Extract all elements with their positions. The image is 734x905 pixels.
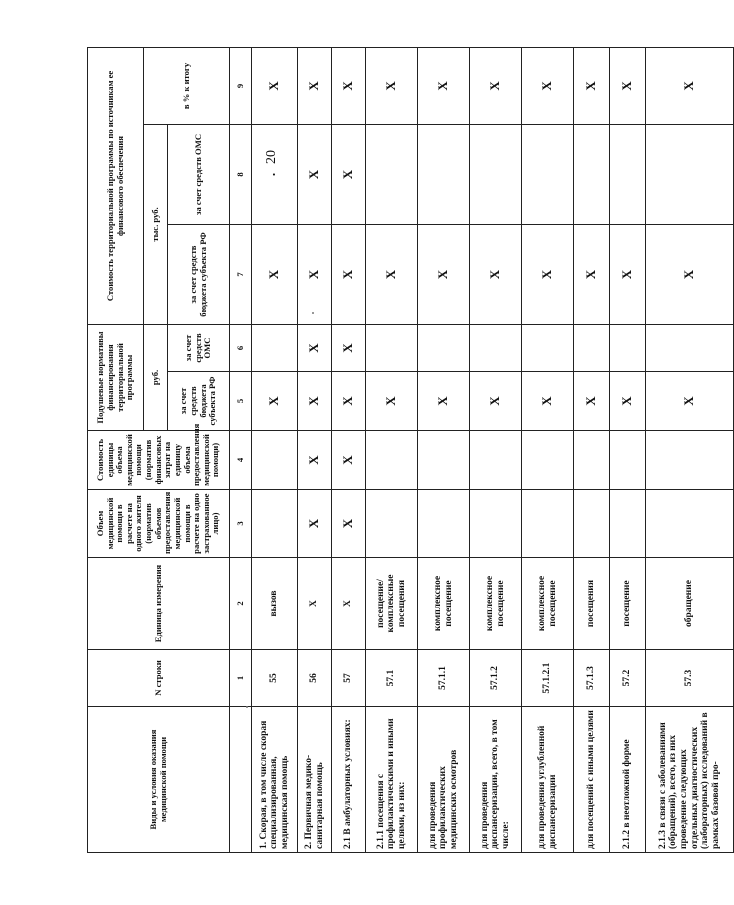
row-percent: X: [646, 47, 734, 124]
header-cost-budget: за счет средств бюджета субъекта РФ: [168, 224, 230, 324]
header-per-capita-oms: за счет средств ОМС: [168, 324, 230, 371]
row-cost-unit: [470, 431, 522, 490]
row-cost-budget: X: [610, 224, 646, 324]
row-per-capita-oms: [522, 324, 574, 371]
row-cost-budget: X: [646, 224, 734, 324]
row-per-capita-budget: X: [332, 372, 366, 431]
header-kind: Виды и условия оказания медицинской помощи: [88, 707, 230, 853]
row-cost-budget: X: [574, 224, 610, 324]
row-unit: комплексное посещение: [522, 558, 574, 650]
row-cost-oms: X: [298, 124, 332, 224]
row-number: 56: [298, 650, 332, 707]
row-per-capita-oms: [610, 324, 646, 371]
row-per-capita-budget: X: [298, 372, 332, 431]
row-per-capita-budget: X: [252, 372, 298, 431]
table-row: [610, 47, 646, 852]
row-cost-budget: X: [522, 224, 574, 324]
row-percent: X: [366, 47, 418, 124]
header-unit: Единица измерения: [88, 558, 230, 650]
row-unit: вызов: [252, 558, 298, 650]
row-per-capita-budget: X: [574, 372, 610, 431]
row-volume: X: [332, 490, 366, 558]
table-row: [332, 47, 366, 852]
row-cost-budget: X: [298, 224, 332, 324]
row-cost-budget: X: [252, 224, 298, 324]
row-percent: X: [522, 47, 574, 124]
row-per-capita-budget: X: [522, 372, 574, 431]
row-percent: X: [574, 47, 610, 124]
row-per-capita-oms: X: [332, 324, 366, 371]
header-cost-oms: за счет средств ОМС: [168, 124, 230, 224]
row-cost-budget: X: [470, 224, 522, 324]
header-per-capita-budget: за счет средств бюджета субъекта РФ: [168, 372, 230, 431]
row-unit: X: [332, 558, 366, 650]
row-name: для проведения углубленной диспансеризации: [522, 707, 574, 853]
column-number-row: [230, 47, 252, 852]
row-cost-oms: X: [332, 124, 366, 224]
row-number: 57.1: [366, 650, 418, 707]
row-cost-oms: ·: [252, 124, 298, 224]
row-number: 57.1.3: [574, 650, 610, 707]
row-unit: посещения: [574, 558, 610, 650]
row-unit: обращение: [646, 558, 734, 650]
row-per-capita-oms: [646, 324, 734, 371]
row-name: 2.1.2 в неотложной форме: [610, 707, 646, 853]
row-per-capita-budget: X: [366, 372, 418, 431]
row-per-capita-oms: [574, 324, 610, 371]
row-volume: X: [298, 490, 332, 558]
row-per-capita-budget: X: [646, 372, 734, 431]
row-name: 2.1 В амбулаторных условиях:: [332, 707, 366, 853]
column-number: 3: [230, 490, 252, 558]
row-cost-budget: X: [366, 224, 418, 324]
table-row: [418, 47, 470, 852]
row-number: 57.1.1: [418, 650, 470, 707]
row-percent: X: [332, 47, 366, 124]
row-name: для проведения профилактических медицинских осмотров: [418, 707, 470, 853]
column-number: 8: [230, 124, 252, 224]
row-volume: [646, 490, 734, 558]
row-name: 2. Первичная медико-санитарная помощь: [298, 707, 332, 853]
row-per-capita-oms: [366, 324, 418, 371]
row-volume: [574, 490, 610, 558]
table-row: [646, 47, 734, 852]
header-per-capita-unit: руб.: [144, 324, 168, 430]
row-per-capita-oms: [252, 324, 298, 371]
row-volume: [470, 490, 522, 558]
row-number: 55: [252, 650, 298, 707]
row-volume: [610, 490, 646, 558]
table-row: [470, 47, 522, 852]
row-number: 57.1.2: [470, 650, 522, 707]
column-number: 7: [230, 224, 252, 324]
table-row: [522, 47, 574, 852]
row-cost-oms: [610, 124, 646, 224]
column-number: 1: [230, 650, 252, 707]
header-row-no: N строки: [88, 650, 230, 707]
header-percent: в % к итогу: [144, 47, 230, 124]
row-name: для проведения диспансеризации, всего, в том числе:: [470, 707, 522, 853]
table-row: [574, 47, 610, 852]
row-number: 57.1.2.1: [522, 650, 574, 707]
row-cost-budget: X: [332, 224, 366, 324]
table-row: [252, 47, 298, 852]
table-row: [298, 47, 332, 852]
row-cost-budget: X: [418, 224, 470, 324]
row-cost-unit: [418, 431, 470, 490]
row-percent: X: [298, 47, 332, 124]
table-row: [366, 47, 418, 852]
row-per-capita-oms: [418, 324, 470, 371]
row-cost-unit: [574, 431, 610, 490]
row-percent: X: [252, 47, 298, 124]
row-cost-unit: [252, 431, 298, 490]
row-unit: X: [298, 558, 332, 650]
header-per-capita: Подушевые нормативы финансирования территориальной программы: [88, 324, 144, 430]
column-number: [230, 707, 252, 853]
row-percent: X: [470, 47, 522, 124]
row-cost-unit: [366, 431, 418, 490]
row-unit: посещение: [610, 558, 646, 650]
row-name: для посещений с иными целями: [574, 707, 610, 853]
header-volume: Объем медицинской помощи в расчете на одного жителя (норматив объемов предоставления медицинской помощи в расчете на одно застрахованное лицо): [88, 490, 230, 558]
row-per-capita-budget: X: [610, 372, 646, 431]
row-cost-oms: [470, 124, 522, 224]
column-number: 4: [230, 431, 252, 490]
row-volume: [418, 490, 470, 558]
scan-speck: [312, 312, 314, 314]
row-percent: X: [418, 47, 470, 124]
row-cost-oms: [366, 124, 418, 224]
row-cost-unit: [610, 431, 646, 490]
row-cost-unit: [646, 431, 734, 490]
header-cost-unit: Стоимость единицы объема медицинской помощи (норматив финансовых затрат на единицу объема предоставления медицинской помощи): [88, 431, 230, 490]
row-unit: комплексное посещение: [418, 558, 470, 650]
row-per-capita-budget: X: [418, 372, 470, 431]
program-cost-table: [87, 47, 734, 853]
rotated-page: [87, 48, 721, 853]
row-cost-oms: [646, 124, 734, 224]
row-cost-unit: [522, 431, 574, 490]
page-number: 20: [264, 150, 279, 164]
row-unit: комплексное посещение: [470, 558, 522, 650]
column-number: 2: [230, 558, 252, 650]
row-cost-unit: X: [298, 431, 332, 490]
row-cost-oms: [522, 124, 574, 224]
row-volume: [366, 490, 418, 558]
row-per-capita-oms: [470, 324, 522, 371]
row-name: 2.1.1 посещения с профилактическими и иными целями, из них:: [366, 707, 418, 853]
row-volume: [522, 490, 574, 558]
row-number: 57.2: [610, 650, 646, 707]
header-cost-total: Стоимость территориальной программы по источникам ее финансового обеспечения: [88, 47, 144, 324]
header-cost-unit-rub: тыс. руб.: [144, 124, 168, 324]
column-number: 6: [230, 324, 252, 371]
row-number: 57.3: [646, 650, 734, 707]
row-name: 1. Скорая, в том числе скорая специализированная, медицинская помощь: [252, 707, 298, 853]
scan-speck: [246, 706, 248, 708]
row-name: 2.1.3 в связи с заболеваниями (обращений), всего, из них проведение следующих отдельных диагностических (лабораторных) исследований в рамках базовой про-: [646, 707, 734, 853]
row-cost-unit: X: [332, 431, 366, 490]
column-number: 5: [230, 372, 252, 431]
header-row-1: [88, 47, 144, 852]
row-volume: [252, 490, 298, 558]
row-number: 57: [332, 650, 366, 707]
row-unit: посещение/комплексные посещения: [366, 558, 418, 650]
column-number: 9: [230, 47, 252, 124]
row-cost-oms: [574, 124, 610, 224]
row-cost-oms: [418, 124, 470, 224]
row-per-capita-oms: X: [298, 324, 332, 371]
row-per-capita-budget: X: [470, 372, 522, 431]
row-percent: X: [610, 47, 646, 124]
